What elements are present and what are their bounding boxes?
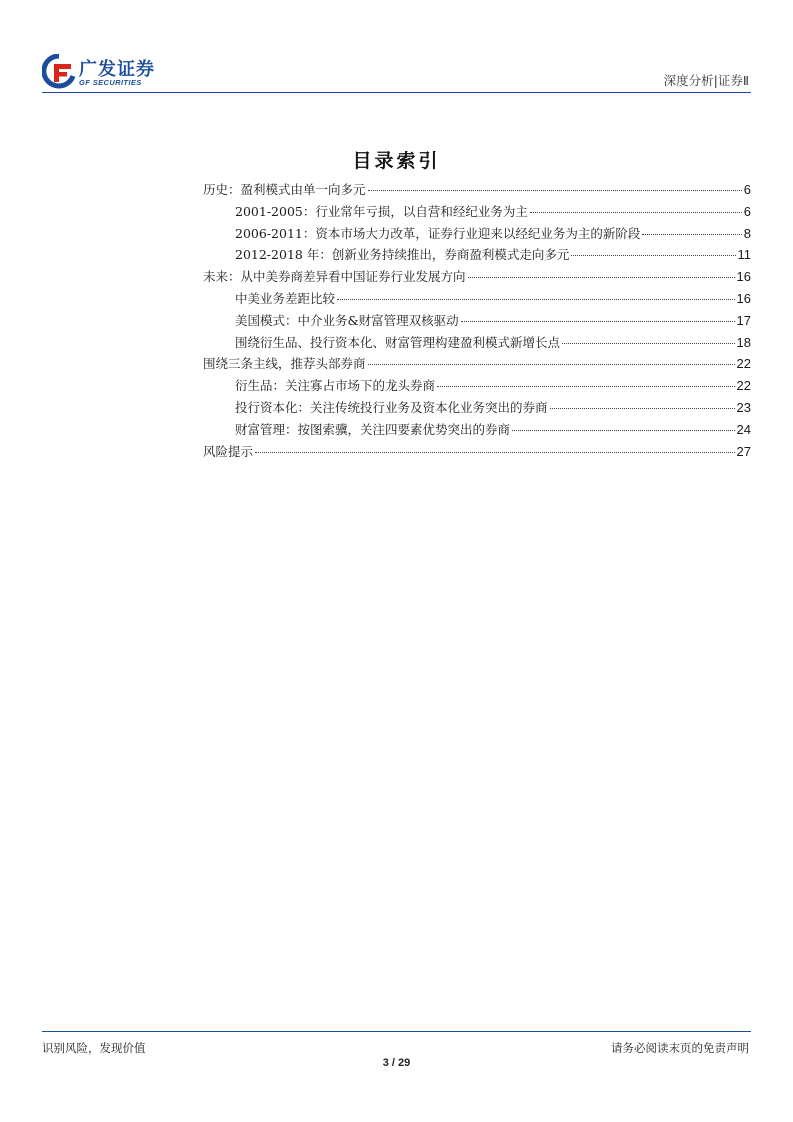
toc-entry[interactable] [203,398,751,420]
toc-leader-dots [255,452,735,453]
toc-entry[interactable] [203,245,751,267]
toc-entry-page: 18 [736,334,751,350]
toc-entry-title: 围绕衍生品、投行资本化、财富管理构建盈利模式新增长点 [235,334,561,350]
toc-entry-title: 2001-2005：行业常年亏损，以自营和经纪业务为主 [235,203,528,219]
toc-leader-dots [512,430,735,431]
toc-entry[interactable] [203,180,751,202]
toc-entry-page: 22 [736,378,751,394]
toc-leader-dots [562,343,735,344]
header-divider [42,92,751,93]
toc-leader-dots [468,277,735,278]
toc-entry[interactable] [203,289,751,311]
toc-entry[interactable] [203,333,751,355]
toc-entry-title: 投行资本化：关注传统投行业务及资本化业务突出的券商 [235,399,548,415]
footer-slogan: 识别风险，发现价值 [42,1041,146,1055]
toc-entry-page: 27 [736,443,751,459]
toc-entry-page: 17 [736,312,751,328]
table-of-contents [203,180,751,463]
logo-name-cn: 广发证券 [79,59,155,80]
toc-entry-page: 16 [736,290,751,306]
toc-entry-page: 6 [743,203,751,219]
toc-entry[interactable] [203,267,751,289]
toc-leader-dots [337,299,735,300]
toc-entry[interactable] [203,202,751,224]
toc-entry-page: 23 [736,399,751,415]
footer-disclaimer-note: 请务必阅读末页的免责声明 [611,1041,749,1055]
toc-entry-title: 财富管理：按图索骥，关注四要素优势突出的券商 [235,421,511,437]
toc-entry[interactable] [203,442,751,464]
toc-leader-dots [368,190,742,191]
toc-entry-title: 风险提示 [203,443,254,459]
toc-entry-page: 24 [736,421,751,437]
toc-entry-title: 围绕三条主线，推荐头部券商 [203,356,366,372]
toc-leader-dots [461,321,735,322]
toc-leader-dots [437,386,735,387]
toc-entry-title: 2012-2018 年：创新业务持续推出，券商盈利模式走向多元 [235,247,570,263]
report-type-label: 深度分析|证券Ⅱ [663,73,749,88]
toc-entry-title: 美国模式：中介业务&财富管理双核驱动 [235,312,459,328]
toc-entry-page: 8 [743,225,751,241]
toc-leader-dots [530,212,742,213]
toc-entry-title: 历史：盈利模式由单一向多元 [203,182,366,197]
footer-divider [42,1031,751,1032]
toc-entry[interactable] [203,420,751,442]
toc-leader-dots [571,255,735,256]
toc-entry[interactable] [203,224,751,246]
toc-leader-dots [642,234,741,235]
toc-title: 目录索引 [352,150,441,172]
toc-entry-page: 11 [737,247,751,263]
toc-entry[interactable] [203,376,751,398]
toc-entry-title: 未来：从中美券商差异看中国证券行业发展方向 [203,269,466,285]
toc-leader-dots [550,408,735,409]
toc-entry[interactable] [203,311,751,333]
toc-entry[interactable] [203,354,751,376]
toc-leader-dots [368,364,735,365]
toc-entry-title: 2006-2011：资本市场大力改革，证券行业迎来以经纪业务为主的新阶段 [235,225,641,241]
logo-name-en: GF SECURITIES [79,78,142,87]
page-number: 3 / 29 [382,1057,411,1069]
toc-entry-page: 6 [743,182,751,197]
toc-entry-title: 衍生品：关注寡占市场下的龙头券商 [235,378,436,394]
toc-entry-page: 16 [736,269,751,285]
brand-logo [42,54,172,90]
toc-entry-title: 中美业务差距比较 [235,290,336,306]
toc-entry-page: 22 [736,356,751,372]
gf-logo-icon [42,54,76,90]
